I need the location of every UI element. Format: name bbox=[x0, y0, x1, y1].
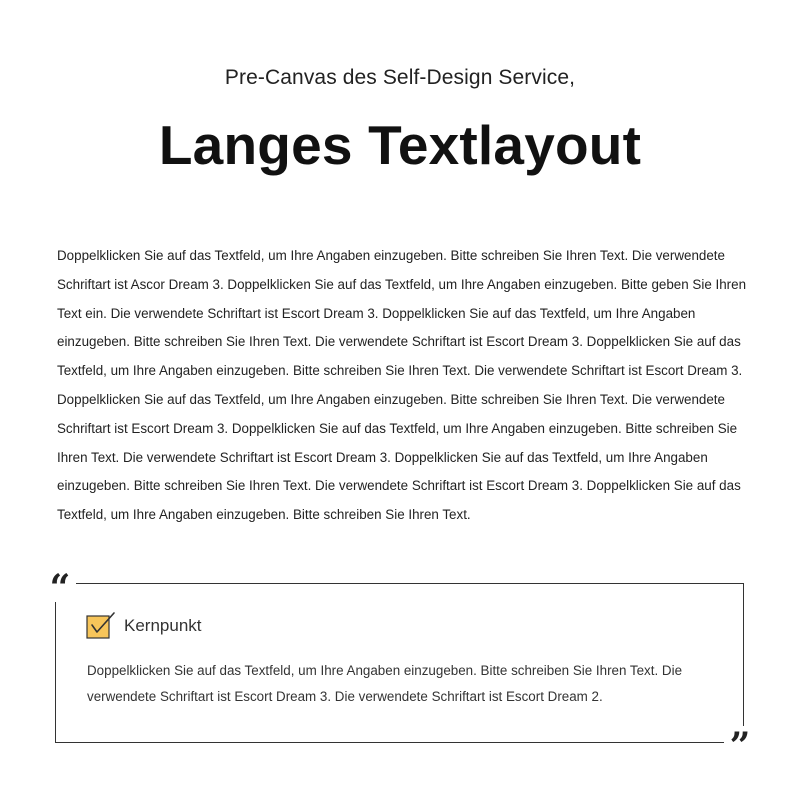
page-subtitle: Pre-Canvas des Self-Design Service, bbox=[224, 66, 576, 89]
close-quote-icon: ” bbox=[724, 726, 756, 760]
callout-heading: Kernpunkt bbox=[124, 616, 202, 635]
page-title: Langes Textlayout bbox=[158, 114, 642, 176]
checkbox-checked-icon bbox=[86, 611, 116, 639]
body-paragraph: Doppelklicken Sie auf das Textfeld, um Ihre Angaben einzugeben. Bitte schreiben Sie Ihren Text. Die verwendete Schriftart ist Ascor Dream 3. Doppelklicken Sie auf das Textfeld, um Ihre Angaben einzugeben. Bitte geben Sie Ihren Text ein. Die verwendete Schriftart ist Escort Dream 3. Doppelklicken Sie auf das Textfeld, um Ihre Angaben einzugeben. Bitte schreiben Sie Ihren Text. Die verwendete Schriftart ist Escort Dream 3. Doppelklicken Sie auf das Textfeld, um Ihre Angaben einzugeben. Bitte schreiben Sie Ihren Text. Die verwendete Schriftart ist Escort Dream 3. Doppelklicken Sie auf das Textfeld, um Ihre Angaben einzugeben. Bitte schreiben Sie Ihren Text. Die verwendete Schriftart ist Escort Dream 3. Doppelklicken Sie auf das Textfeld, um Ihre Angaben einzugeben. Bitte schreiben Sie Ihren Text. Die verwendete Schriftart ist Escort Dream 3. Doppelklicken Sie auf das Textfeld, um Ihre Angaben einzugeben. Bitte schreiben Sie Ihren Text. Die verwendete Schriftart ist Escort Dream 3. Doppelklicken Sie auf das Textfeld, um Ihre Angaben einzugeben. Bitte schreiben Sie Ihren Text. bbox=[57, 248, 747, 523]
open-quote-icon: “ bbox=[44, 568, 76, 602]
callout-text: Doppelklicken Sie auf das Textfeld, um Ihre Angaben einzugeben. Bitte schreiben Sie Ihren Text. Die verwendete Schriftart ist Escort Dream 3. Die verwendete Schriftart ist Escort Dream 2. bbox=[87, 663, 683, 704]
